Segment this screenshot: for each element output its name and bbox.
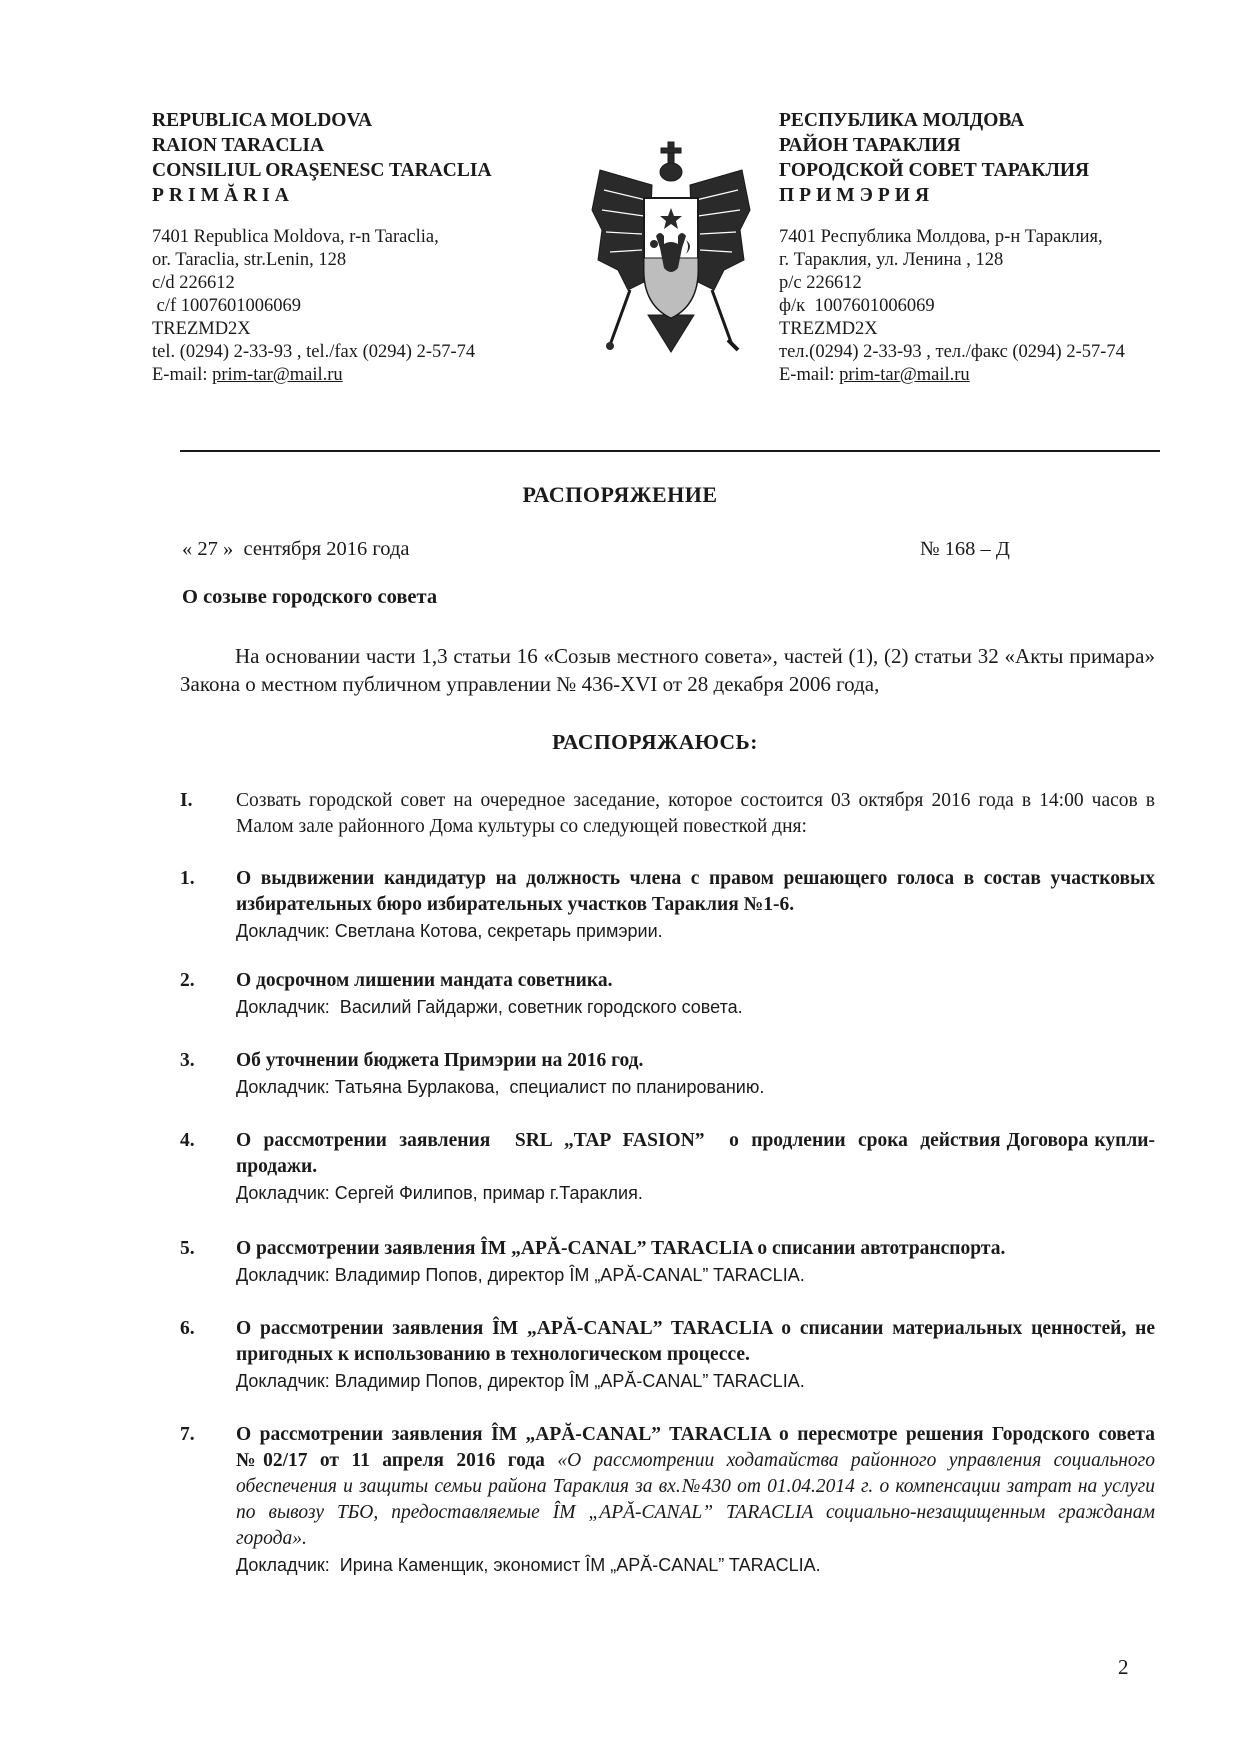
- order-item-i: [180, 788, 1155, 840]
- agenda-item-7: [180, 1422, 1155, 1578]
- address-right-6: тел.(0294) 2-33-93 , тел./факс (0294) 2-57-74: [779, 342, 1125, 362]
- email-right-row: [779, 364, 1179, 387]
- item-title: О выдвижении кандидатур на должность члена с правом решающего голоса в состав участковых избирательных бюро избирательных участков Тараклия №1-6.: [236, 868, 1155, 915]
- header-right-line4: ПРИМЭРИЯ: [779, 185, 935, 206]
- address-left-6: tel. (0294) 2-33-93 , tel./fax (0294) 2-57-74: [152, 342, 476, 362]
- agenda-item-6: [180, 1316, 1155, 1394]
- coat-of-arms-icon: [590, 140, 755, 355]
- header-right-line2: РАЙОН ТАРАКЛИЯ: [779, 135, 961, 156]
- page-number: 2: [1118, 1655, 1129, 1679]
- item-number: 7.: [180, 1424, 195, 1445]
- header-left: [152, 108, 572, 387]
- document-intro: На основании части 1,3 статьи 16 «Созыв местного совета», частей (1), (2) статьи 32 «Акты примара» Закона о местном публичном управлении № 436-XVI от 28 декабря 2006 года,: [180, 644, 1155, 696]
- item-number: 3.: [180, 1050, 195, 1071]
- item-title: Об уточнении бюджета Примэрии на 2016 год.: [236, 1050, 644, 1071]
- header-right: [779, 108, 1179, 387]
- item-text: Созвать городской совет на очередное заседание, которое состоится 03 октября 2016 года в 14:00 часов в Малом зале районного Дома культуры со следующей повесткой дня:: [236, 790, 1155, 837]
- item-speaker: Докладчик: Светлана Котова, секретарь примэрии.: [236, 921, 663, 941]
- item-speaker: Докладчик: Василий Гайдаржи, советник городского совета.: [236, 997, 743, 1017]
- address-left-5: TREZMD2X: [152, 319, 251, 339]
- document-date: « 27 » сентября 2016 года: [182, 538, 410, 560]
- item-title-quote: «О рассмотрении ходатайства районного управления социального обеспечения и защиты семьи района Тараклия за вх.№430 от 01.04.2014 г. о компенсации затрат на услуги по вывозу ТБО, предоставляемые ÎM „APĂ-CANAL” TARACLIA социально-незащищенным гражданам города».: [236, 1450, 1155, 1549]
- header-left-address: [152, 226, 572, 387]
- item-number: 2.: [180, 970, 195, 991]
- item-title: О рассмотрении заявления ÎM „APĂ-CANAL” TARACLIA о списании автотранспорта.: [236, 1238, 1006, 1259]
- document-subject: О созыве городского совета: [182, 586, 438, 608]
- address-right-4: ф/к 1007601006069: [779, 296, 935, 316]
- item-title: О рассмотрении заявления SRL „TAP FASION” о продлении срока действия Договора купли-продажи.: [236, 1130, 1155, 1177]
- agenda-item-2: [180, 968, 1155, 1020]
- email-right-label: E-mail:: [779, 365, 840, 385]
- header-divider: [180, 450, 1160, 452]
- header-left-line2: RAION TARACLIA: [152, 135, 325, 156]
- item-number: I.: [180, 790, 193, 811]
- order-heading: РАСПОРЯЖАЮСЬ:: [552, 730, 758, 754]
- item-title: О рассмотрении заявления ÎM „APĂ-CANAL” TARACLIA о пересмотре решения Городского совета №02/17 от 11 апреля 2016 года: [236, 1424, 1155, 1471]
- email-left-link[interactable]: prim-tar@mail.ru: [212, 365, 343, 385]
- item-speaker: Докладчик: Владимир Попов, директор ÎM „APĂ-CANAL” TARACLIA.: [236, 1265, 805, 1285]
- item-title: О досрочном лишении мандата советника.: [236, 970, 613, 991]
- agenda-item-3: [180, 1048, 1155, 1100]
- item-title-block: [236, 1422, 1155, 1552]
- address-right-2: г. Тараклия, ул. Ленина , 128: [779, 250, 1004, 270]
- agenda-item-5: [180, 1236, 1155, 1288]
- header-left-line4: PRIMĂRIA: [152, 185, 294, 206]
- header-left-line1: REPUBLICA MOLDOVA: [152, 110, 373, 131]
- address-left-4: c/f 1007601006069: [152, 296, 302, 316]
- email-right-link[interactable]: prim-tar@mail.ru: [839, 365, 970, 385]
- document-title: РАСПОРЯЖЕНИЕ: [522, 482, 718, 507]
- item-speaker: Докладчик: Владимир Попов, директор ÎM „APĂ-CANAL” TARACLIA.: [236, 1371, 805, 1391]
- item-number: 1.: [180, 868, 195, 889]
- item-number: 5.: [180, 1238, 195, 1259]
- item-title: О рассмотрении заявления ÎM „APĂ-CANAL” TARACLIA о списании материальных ценностей, не пригодных к использованию в технологическом процессе.: [236, 1318, 1155, 1365]
- header-left-line3: CONSILIUL ORAŞENESC TARACLIA: [152, 160, 492, 181]
- address-right-5: TREZMD2X: [779, 319, 878, 339]
- item-number: 4.: [180, 1130, 195, 1151]
- email-left-label: E-mail:: [152, 365, 213, 385]
- agenda-item-4: [180, 1128, 1155, 1206]
- item-speaker: Докладчик: Татьяна Бурлакова, специалист по планированию.: [236, 1077, 765, 1097]
- header-right-address: [779, 226, 1179, 387]
- item-speaker: Докладчик: Сергей Филипов, примар г.Тараклия.: [236, 1183, 643, 1203]
- address-right-1: 7401 Республика Молдова, р-н Тараклия,: [779, 227, 1103, 247]
- address-left-2: or. Taraclia, str.Lenin, 128: [152, 250, 347, 270]
- address-right-3: р/с 226612: [779, 273, 862, 293]
- email-left-row: [152, 364, 572, 387]
- header-right-line3: ГОРОДСКОЙ СОВЕТ ТАРАКЛИЯ: [779, 160, 1090, 181]
- agenda-item-1: [180, 866, 1155, 944]
- item-speaker: Докладчик: Ирина Каменщик, экономист ÎM „APĂ-CANAL” TARACLIA.: [236, 1555, 821, 1575]
- document-number: № 168 – Д: [920, 538, 1010, 560]
- address-left-1: 7401 Republica Moldova, r-n Taraclia,: [152, 227, 439, 247]
- item-number: 6.: [180, 1318, 195, 1339]
- header-right-line1: РЕСПУБЛИКА МОЛДОВА: [779, 110, 1025, 131]
- address-left-3: c/d 226612: [152, 273, 235, 293]
